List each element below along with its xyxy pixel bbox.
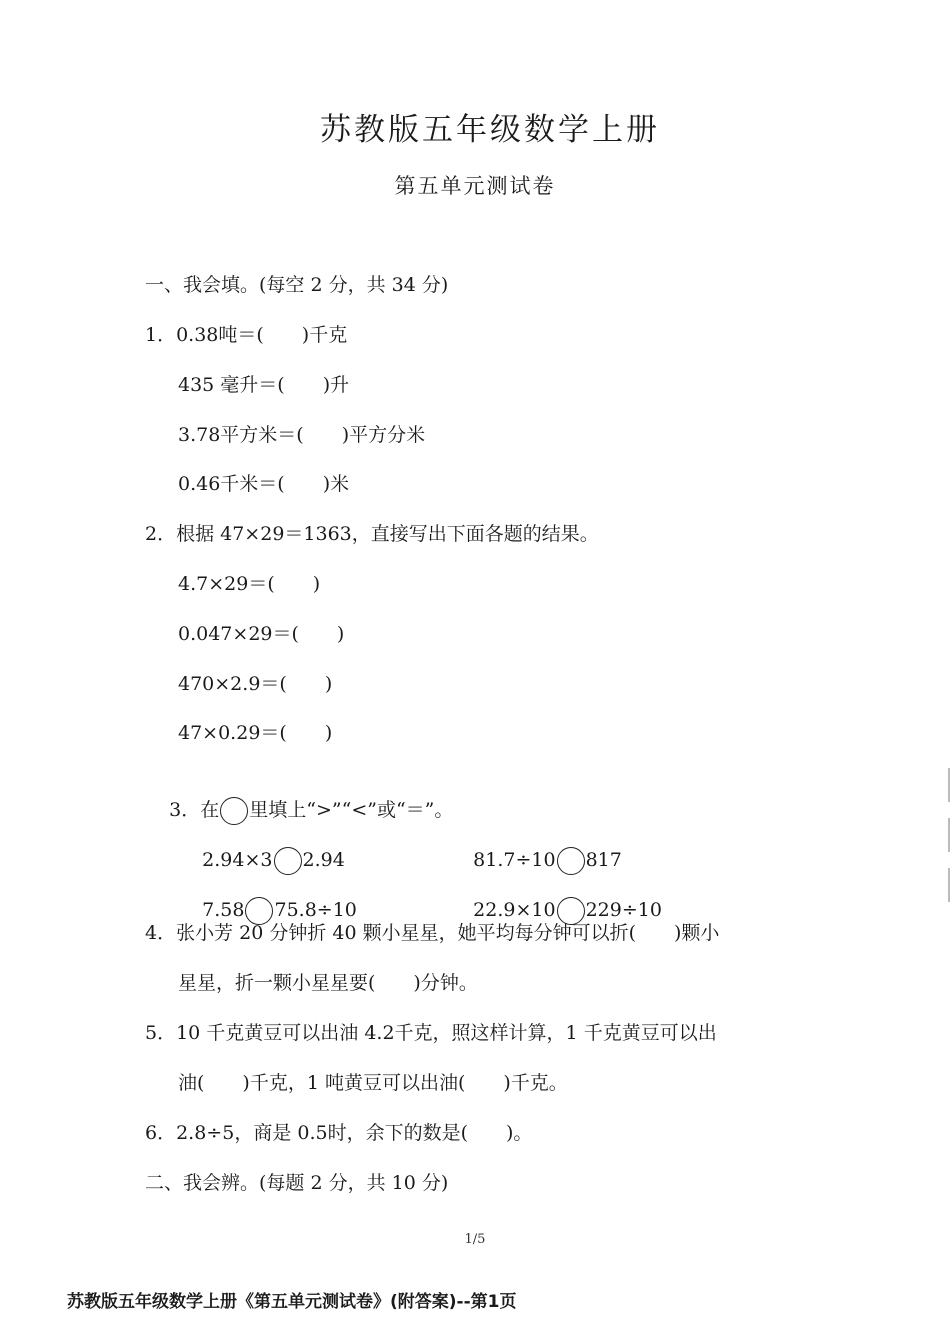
q3-prompt-a: 3．在 xyxy=(169,799,220,821)
q1-line-1: 1．0.38吨＝( )千克 xyxy=(145,324,348,346)
section1-heading: 一、我会填。(每空 2 分，共 34 分) xyxy=(145,274,449,296)
page-number: 1/5 xyxy=(464,1232,486,1247)
q2-line-1: 2．根据 47×29＝1363，直接写出下面各题的结果。 xyxy=(145,523,599,545)
page-title: 苏教版五年级数学上册 xyxy=(320,112,660,148)
q6-line: 6．2.8÷5，商是 0.5时，余下的数是( )。 xyxy=(145,1122,533,1144)
q3-expr: 75.8÷10 xyxy=(274,899,357,921)
q3-expr: 817 xyxy=(585,849,622,871)
q3-expr: 81.7÷10 xyxy=(473,849,556,871)
q4-line-2: 星星，折一颗小星星要( )分钟。 xyxy=(178,972,478,994)
q2-line-2: 4.7×29＝( ) xyxy=(178,573,321,595)
q1-line-3: 3.78平方米＝( )平方分米 xyxy=(178,424,426,446)
q3-expr: 2.94 xyxy=(302,849,345,871)
section2-heading: 二、我会辨。(每题 2 分，共 10 分) xyxy=(145,1172,449,1194)
q2-line-4: 470×2.9＝( ) xyxy=(178,673,333,695)
q4-line-1: 4．张小芳 20 分钟折 40 颗小星星，她平均每分钟可以折( )颗小 xyxy=(145,922,720,944)
q1-line-4: 0.46千米＝( )米 xyxy=(178,473,350,495)
q3-prompt-b: 里填上“>”“<”或“＝”。 xyxy=(249,799,454,821)
q2-line-5: 47×0.29＝( ) xyxy=(178,722,333,744)
page-subtitle: 第五单元测试卷 xyxy=(394,174,556,198)
q3-expr: 229÷10 xyxy=(585,899,662,921)
q3-expr: 22.9×10 xyxy=(473,899,556,921)
footer-caption: 苏教版五年级数学上册《第五单元测试卷》(附答案)--第1页 xyxy=(67,1292,517,1312)
q1-line-2: 435 毫升＝( )升 xyxy=(178,374,350,396)
q3-expr: 2.94×3 xyxy=(202,849,273,871)
q5-line-2: 油( )千克，1 吨黄豆可以出油( )千克。 xyxy=(178,1072,568,1094)
q2-line-3: 0.047×29＝( ) xyxy=(178,623,345,645)
q3-expr: 7.58 xyxy=(202,899,245,921)
q5-line-1: 5．10 千克黄豆可以出油 4.2千克，照这样计算，1 千克黄豆可以出 xyxy=(145,1022,717,1044)
